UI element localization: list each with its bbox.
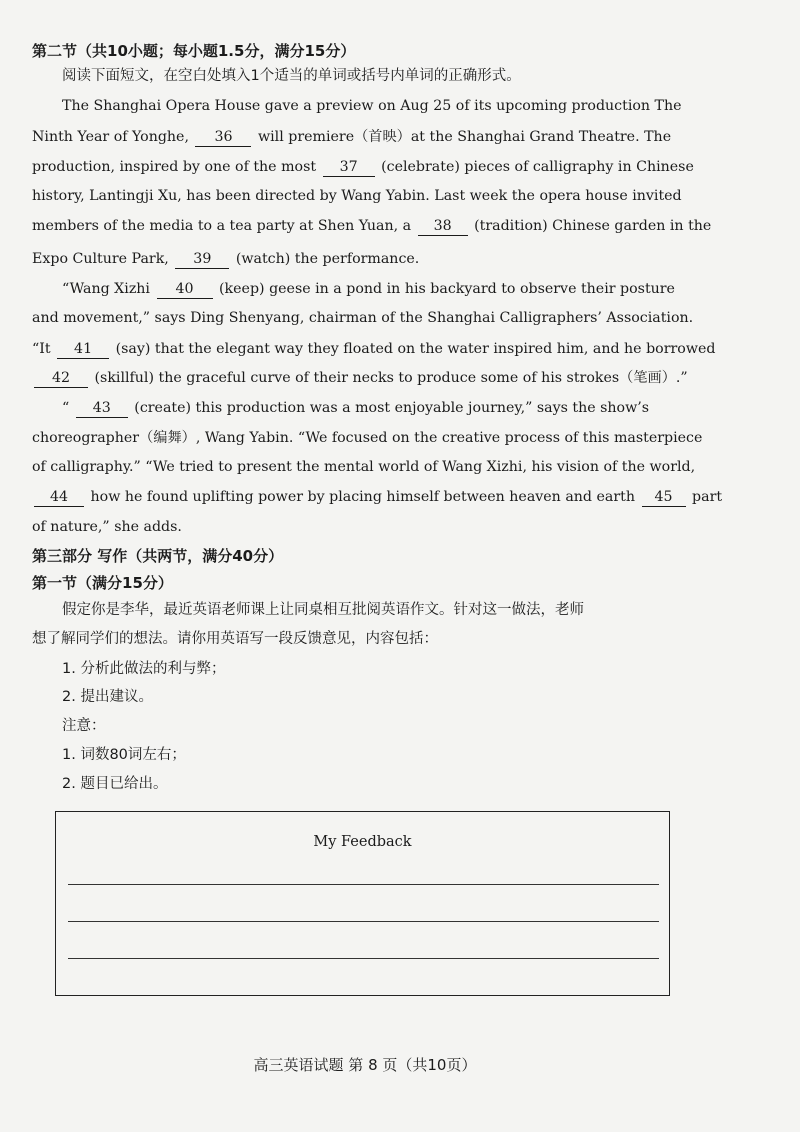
- passage-line-15: [32, 517, 690, 537]
- passage-text: (keep) geese in a pond in his backyard to observe their posture: [219, 281, 675, 297]
- feedback-writing-box[interactable]: [55, 811, 670, 996]
- blank-44[interactable]: 44: [34, 489, 84, 507]
- section-2-instruction: 阅读下面短文，在空白处填入1个适当的单词或括号内单词的正确形式。: [62, 68, 521, 84]
- passage-line-13: [32, 457, 696, 477]
- blank-39[interactable]: 39: [175, 251, 229, 269]
- passage-text: (tradition) Chinese garden in the: [474, 218, 712, 234]
- blank-36[interactable]: 36: [195, 129, 251, 147]
- passage-text: and movement,” says Ding Shenyang, chairman of the Shanghai Calligraphers’ Association.: [32, 310, 694, 326]
- passage-text: (say) that the elegant way they floated on the water inspired him, and he borrowed: [115, 341, 716, 357]
- passage-text: members of the media to a tea party at Shen Yuan, a: [32, 218, 412, 234]
- blank-41[interactable]: 41: [57, 341, 109, 359]
- passage-line-3: [32, 157, 694, 177]
- section-2-title: 第二节（共10小题；每小题1.5分，满分15分）: [32, 42, 356, 60]
- passage-line-12: [32, 428, 703, 448]
- passage-text: “Wang Xizhi: [62, 281, 150, 297]
- passage-text: (watch) the performance.: [235, 251, 420, 267]
- passage-text: “: [62, 400, 70, 416]
- passage-line-11: [62, 398, 690, 418]
- blank-42[interactable]: 42: [34, 370, 88, 388]
- passage-line-5: [32, 216, 712, 236]
- prompt-item-2: 2. 提出建议。: [62, 689, 153, 705]
- passage-text: (celebrate) pieces of calligraphy in Chinese: [381, 159, 694, 175]
- passage-text: (skillful) the graceful curve of their necks to produce some of his strokes（笔画）.”: [94, 370, 688, 386]
- blank-40[interactable]: 40: [157, 281, 213, 299]
- passage-line-7: [62, 279, 690, 299]
- passage-line-10: [32, 368, 690, 388]
- passage-line-2: [32, 127, 690, 147]
- blank-37[interactable]: 37: [323, 159, 375, 177]
- writing-line[interactable]: [68, 884, 659, 885]
- passage-text: choreographer（编舞）, Wang Yabin. “We focused on the creative process of this masterpiece: [32, 430, 703, 446]
- passage-text: of calligraphy.” “We tried to present the mental world of Wang Xizhi, his vision of the world,: [32, 459, 696, 475]
- passage-line-1: [62, 96, 690, 116]
- passage-text: will premiere（首映）at the Shanghai Grand Theatre. The: [258, 129, 672, 145]
- blank-38[interactable]: 38: [418, 218, 468, 236]
- page-footer: 高三英语试题 第 8 页（共10页）: [253, 1056, 477, 1074]
- passage-text: history, Lantingji Xu, has been directed by Wang Yabin. Last week the opera house invited: [32, 188, 682, 204]
- passage-text: Expo Culture Park,: [32, 251, 169, 267]
- passage-text: part: [692, 489, 723, 505]
- feedback-title: My Feedback: [313, 834, 412, 850]
- passage-text: production, inspired by one of the most: [32, 159, 317, 175]
- prompt-item-1: 1. 分析此做法的利与弊；: [62, 661, 226, 677]
- passage-text: how he found uplifting power by placing himself between heaven and earth: [90, 489, 635, 505]
- passage-line-6: [32, 249, 690, 269]
- passage-line-14: [32, 487, 723, 507]
- note-label: 注意：: [62, 718, 106, 734]
- passage-line-8: [32, 308, 694, 328]
- writing-line[interactable]: [68, 958, 659, 959]
- passage-text: (create) this production was a most enjoyable journey,” says the show’s: [134, 400, 650, 416]
- prompt-line-2: 想了解同学们的想法。请你用英语写一段反馈意见，内容包括：: [32, 631, 438, 647]
- prompt-line-1: 假定你是李华，最近英语老师课上让同桌相互批阅英语作文。针对这一做法，老师: [62, 602, 584, 618]
- writing-line[interactable]: [68, 921, 659, 922]
- note-1: 1. 词数80词左右；: [62, 747, 186, 763]
- part-3-section-1-title: 第一节（满分15分）: [32, 574, 173, 592]
- passage-text: of nature,” she adds.: [32, 519, 182, 535]
- passage-text: “It: [32, 341, 51, 357]
- part-3-title: 第三部分 写作（共两节，满分40分）: [32, 547, 284, 565]
- blank-43[interactable]: 43: [76, 400, 128, 418]
- note-2: 2. 题目已给出。: [62, 776, 168, 792]
- passage-line-4: [32, 186, 690, 206]
- passage-line-9: [32, 339, 716, 359]
- passage-text: Ninth Year of Yonghe,: [32, 129, 189, 145]
- passage-text: The Shanghai Opera House gave a preview on Aug 25 of its upcoming production The: [62, 98, 682, 114]
- blank-45[interactable]: 45: [642, 489, 686, 507]
